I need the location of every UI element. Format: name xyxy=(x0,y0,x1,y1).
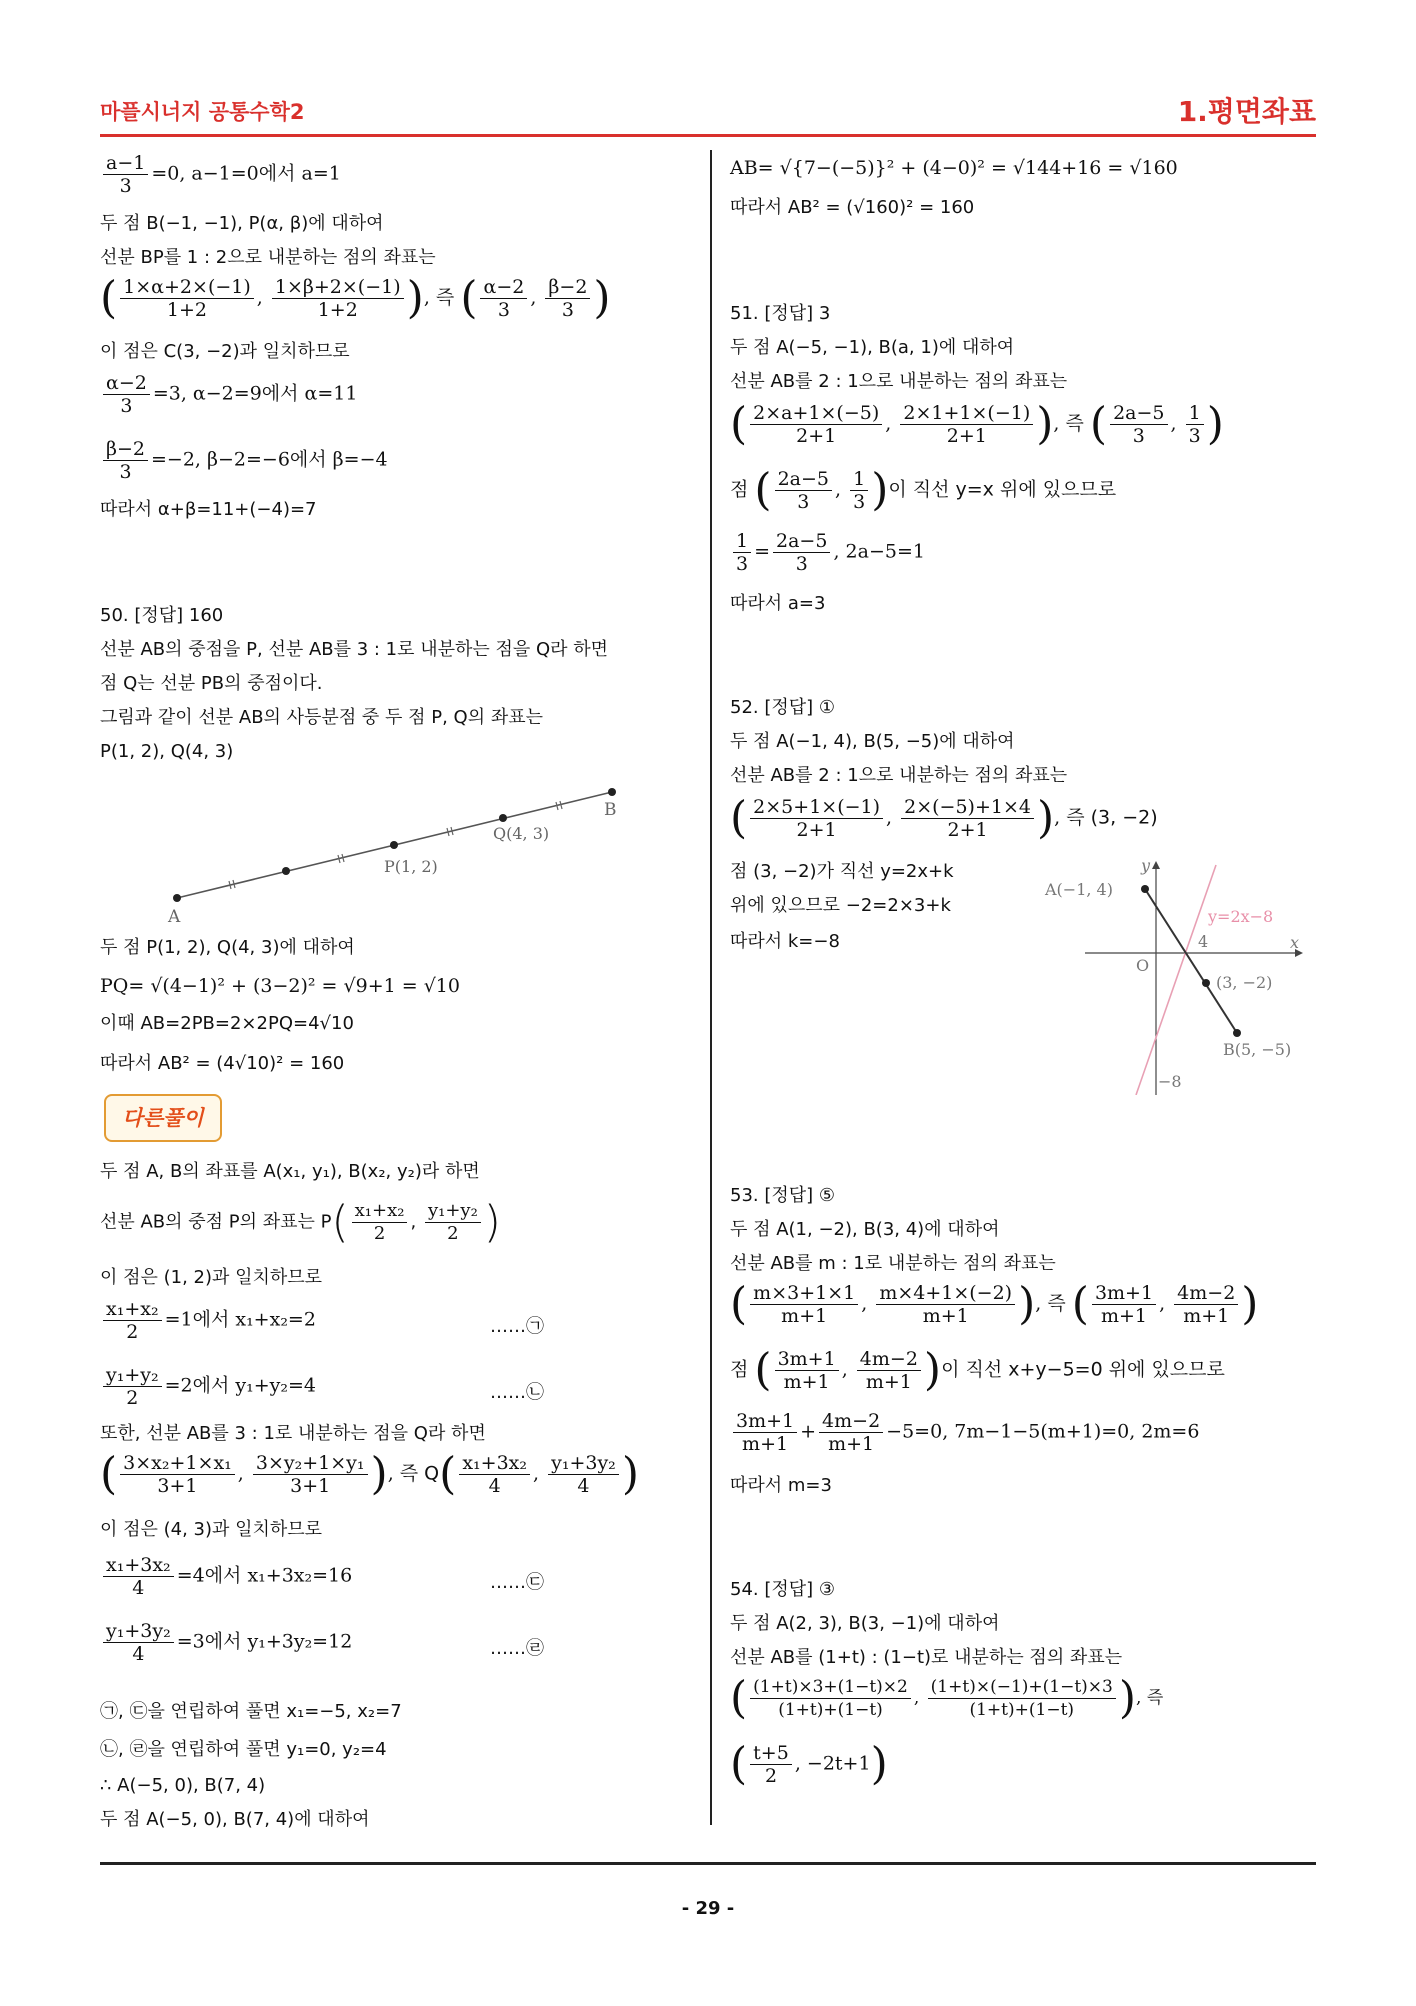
text-line: 따라서 AB² = (4√10)² = 160 xyxy=(100,1053,345,1074)
text-line: ∴ A(−5, 0), B(7, 4) xyxy=(100,1775,266,1796)
eq-line: ( $\frac{(1+t)\times 3+(1-t)\times 2}{(1+t)+(1-t)}$ , $\frac{(1+t)\times(-1)+(1-t)\times 3}{(1+t)+(1-t)}$ ), 즉 xyxy=(730,1672,1164,1724)
question-title-52: 52. [정답] ① xyxy=(730,697,836,718)
fraction: $\frac{a-1}{3}$ xyxy=(103,152,148,197)
label-x: x xyxy=(1290,933,1300,952)
text-line: 따라서 α+β=11+(−4)=7 xyxy=(100,499,317,520)
text-line: 두 점 A(1, −2), B(3, 4)에 대하여 xyxy=(730,1219,1000,1240)
eq-line: $\frac{\text{x₁+x₂}}{2}$ =1에서 x₁+x₂=2 xyxy=(100,1298,316,1343)
text-line: 점 Q는 선분 PB의 중점이다. xyxy=(100,673,323,694)
footer-rule xyxy=(100,1862,1316,1865)
page-number: - 29 - xyxy=(681,1898,735,1919)
label-point: (3, −2) xyxy=(1216,973,1273,992)
segment-figure xyxy=(150,775,630,925)
eq-line: 선분 AB의 중점 P의 좌표는 P( $\frac{\text{x₁+x₂}}{2}$ , $\frac{\text{y₁+y₂}}{2}$ ) xyxy=(100,1196,501,1248)
eq-line: $\frac{\alpha-2}{3}$ =3, α−2=9에서 α=11 xyxy=(100,372,357,417)
eq-line: $\frac{a-1}{3}$ =0, a−1=0에서 a=1 xyxy=(100,152,341,197)
text-line: 두 점 A(2, 3), B(3, −1)에 대하여 xyxy=(730,1613,1000,1634)
text-line: 두 점 B(−1, −1), P(α, β)에 대하여 xyxy=(100,213,384,234)
text-line: 이 점은 (4, 3)과 일치하므로 xyxy=(100,1519,323,1540)
text-line: 선분 AB를 m : 1로 내분하는 점의 좌표는 xyxy=(730,1253,1056,1274)
eq-line: ( $\frac{2\times 5+1\times(-1)}{2+1}$ , $\frac{2\times(-5)+1\times 4}{2+1}$ ), 즉 (3, −2) xyxy=(730,792,1158,844)
label-P: P(1, 2) xyxy=(384,857,438,876)
point-3-m2 xyxy=(1202,979,1210,987)
eq-line: PQ= √(4−1)² + (3−2)² = √9+1 = √10 xyxy=(100,975,460,997)
text-line: 선분 AB를 2 : 1으로 내분하는 점의 좌표는 xyxy=(730,765,1068,786)
text-line: 선분 AB를 (1+t) : (1−t)로 내분하는 점의 좌표는 xyxy=(730,1647,1123,1668)
text-line: 선분 AB를 2 : 1으로 내분하는 점의 좌표는 xyxy=(730,371,1068,392)
text-line: P(1, 2), Q(4, 3) xyxy=(100,741,234,762)
point-B xyxy=(608,788,616,796)
label-Q: Q(4, 3) xyxy=(493,824,550,843)
equation-ref: ……㉠ xyxy=(490,1316,544,1337)
text-line: 그림과 같이 선분 AB의 사등분점 중 두 점 P, Q의 좌표는 xyxy=(100,707,543,728)
eq-line: ( $\frac{1\times\alpha+2\times(-1)}{1+2}$ , $\frac{1\times\beta+2\times(-1)}{1+2}$ ), 즉 ( $\frac{\alpha-2}{3}$ , $\frac{\beta-2}{3}$ ) xyxy=(100,272,611,324)
text-line: 점 (3, −2)가 직선 y=2x+k xyxy=(730,861,954,882)
question-title-50: 50. [정답] 160 xyxy=(100,605,224,626)
eq-line: $\frac{\text{y₁+y₂}}{2}$ =2에서 y₁+y₂=4 xyxy=(100,1364,316,1409)
label-A: A xyxy=(168,907,181,925)
label-origin: O xyxy=(1136,956,1150,975)
question-title-51: 51. [정답] 3 xyxy=(730,303,831,324)
equation-ref: ……㉣ xyxy=(490,1638,544,1659)
text-line: 선분 BP를 1 : 2으로 내분하는 점의 좌표는 xyxy=(100,247,436,268)
point-Q xyxy=(499,814,507,822)
eq-line: 점 ( $\frac{3m+1}{m+1}$ , $\frac{4m-2}{m+1}$ )이 직선 x+y−5=0 위에 있으므로 xyxy=(730,1344,1225,1396)
equation-ref: ……㉡ xyxy=(490,1382,544,1403)
text-line: 두 점 A(−5, −1), B(a, 1)에 대하여 xyxy=(730,337,1015,358)
eq-line: ( $\frac{2\times a+1\times(-5)}{2+1}$ , $\frac{2\times 1+1\times(-1)}{2+1}$ ), 즉 ( $\frac{2a-5}{3}$ , $\frac{1}{3}$ ) xyxy=(730,398,1224,450)
series-title: 마플시너지 공통수학2 xyxy=(100,100,305,124)
text-line: 이 점은 (1, 2)과 일치하므로 xyxy=(100,1267,323,1288)
point-A xyxy=(1141,885,1149,893)
text-line: 두 점 A(−5, 0), B(7, 4)에 대하여 xyxy=(100,1809,370,1830)
question-title-53: 53. [정답] ⑤ xyxy=(730,1185,836,1206)
label-line: y=2x−8 xyxy=(1208,907,1274,926)
text-line: ㉡, ㉣을 연립하여 풀면 y₁=0, y₂=4 xyxy=(100,1739,387,1760)
eq-line: $\frac{\beta-2}{3}$ =−2, β−2=−6에서 β=−4 xyxy=(100,438,388,483)
text-line: 이때 AB=2PB=2×2PQ=4√10 xyxy=(100,1013,354,1034)
text-line: 두 점 P(1, 2), Q(4, 3)에 대하여 xyxy=(100,937,355,958)
text-line: 두 점 A, B의 좌표를 A(x₁, y₁), B(x₂, y₂)라 하면 xyxy=(100,1161,480,1182)
coordinate-figure xyxy=(1040,855,1310,1095)
eq-line: 점 ( $\frac{2a-5}{3}$ , $\frac{1}{3}$ )이 직선 y=x 위에 있으므로 xyxy=(730,464,1117,516)
eq-line: ( $\frac{t+5}{2}$ , −2t+1) xyxy=(730,1738,888,1790)
eq-line: ( $\frac{m\times 3+1\times 1}{m+1}$ , $\frac{m\times 4+1\times(-2)}{m+1}$ ), 즉 ( $\frac{3m+1}{m+1}$ , $\frac{4m-2}{m+1}$ ) xyxy=(730,1278,1259,1330)
eq-line: AB= √{7−(−5)}² + (4−0)² = √144+16 = √160 xyxy=(730,157,1178,179)
header-rule xyxy=(100,134,1316,137)
eq-line: $\frac{\text{y₁+3y₂}}{4}$ =3에서 y₁+3y₂=12 xyxy=(100,1620,352,1665)
text-line: 따라서 m=3 xyxy=(730,1475,832,1496)
eq-line: $\frac{1}{3}$ = $\frac{2a-5}{3}$ , 2a−5=1 xyxy=(730,530,925,575)
label-B: B xyxy=(604,800,617,820)
text-line: ㉠, ㉢을 연립하여 풀면 x₁=−5, x₂=7 xyxy=(100,1701,402,1722)
question-title-54: 54. [정답] ③ xyxy=(730,1579,836,1600)
equation-ref: ……㉢ xyxy=(490,1572,544,1593)
text-line: 따라서 a=3 xyxy=(730,593,826,614)
text-line: 두 점 A(−1, 4), B(5, −5)에 대하여 xyxy=(730,731,1015,752)
point-B xyxy=(1233,1029,1241,1037)
label-A: A(−1, 4) xyxy=(1045,880,1113,899)
eq-line: ( $\frac{\text{3×x₂+1×x₁}}{3+1}$ , $\frac{\text{3×y₂+1×y₁}}{3+1}$ ), 즉 Q( $\frac{\text{x₁+3x₂}}{4}$ , $\frac{\text{y₁+3y₂}}{4}$ ) xyxy=(100,1448,639,1500)
text-line: 또한, 선분 AB를 3 : 1로 내분하는 점을 Q라 하면 xyxy=(100,1423,486,1444)
label-y: y xyxy=(1141,856,1151,875)
point-mid-1 xyxy=(282,867,290,875)
text-line: 이 점은 C(3, −2)과 일치하므로 xyxy=(100,341,350,362)
column-divider xyxy=(710,150,712,1825)
text-line: 선분 AB의 중점을 P, 선분 AB를 3 : 1로 내분하는 점을 Q라 하면 xyxy=(100,639,609,660)
point-A xyxy=(173,894,181,902)
text-line: 따라서 k=−8 xyxy=(730,931,840,952)
chapter-title: 1.평면좌표 xyxy=(1177,95,1316,128)
eq-line: $\frac{\text{x₁+3x₂}}{4}$ =4에서 x₁+3x₂=16 xyxy=(100,1554,352,1599)
alternative-solution-badge: 다른풀이 xyxy=(104,1094,222,1142)
label-B: B(5, −5) xyxy=(1223,1040,1292,1059)
text-line: 위에 있으므로 −2=2×3+k xyxy=(730,895,951,916)
label-4: 4 xyxy=(1198,932,1209,951)
eq-line: $\frac{3m+1}{m+1}$ + $\frac{4m-2}{m+1}$ −5=0, 7m−1−5(m+1)=0, 2m=6 xyxy=(730,1410,1199,1455)
label-minus8: −8 xyxy=(1158,1072,1182,1091)
point-P xyxy=(390,841,398,849)
text-line: 따라서 AB² = (√160)² = 160 xyxy=(730,197,975,218)
